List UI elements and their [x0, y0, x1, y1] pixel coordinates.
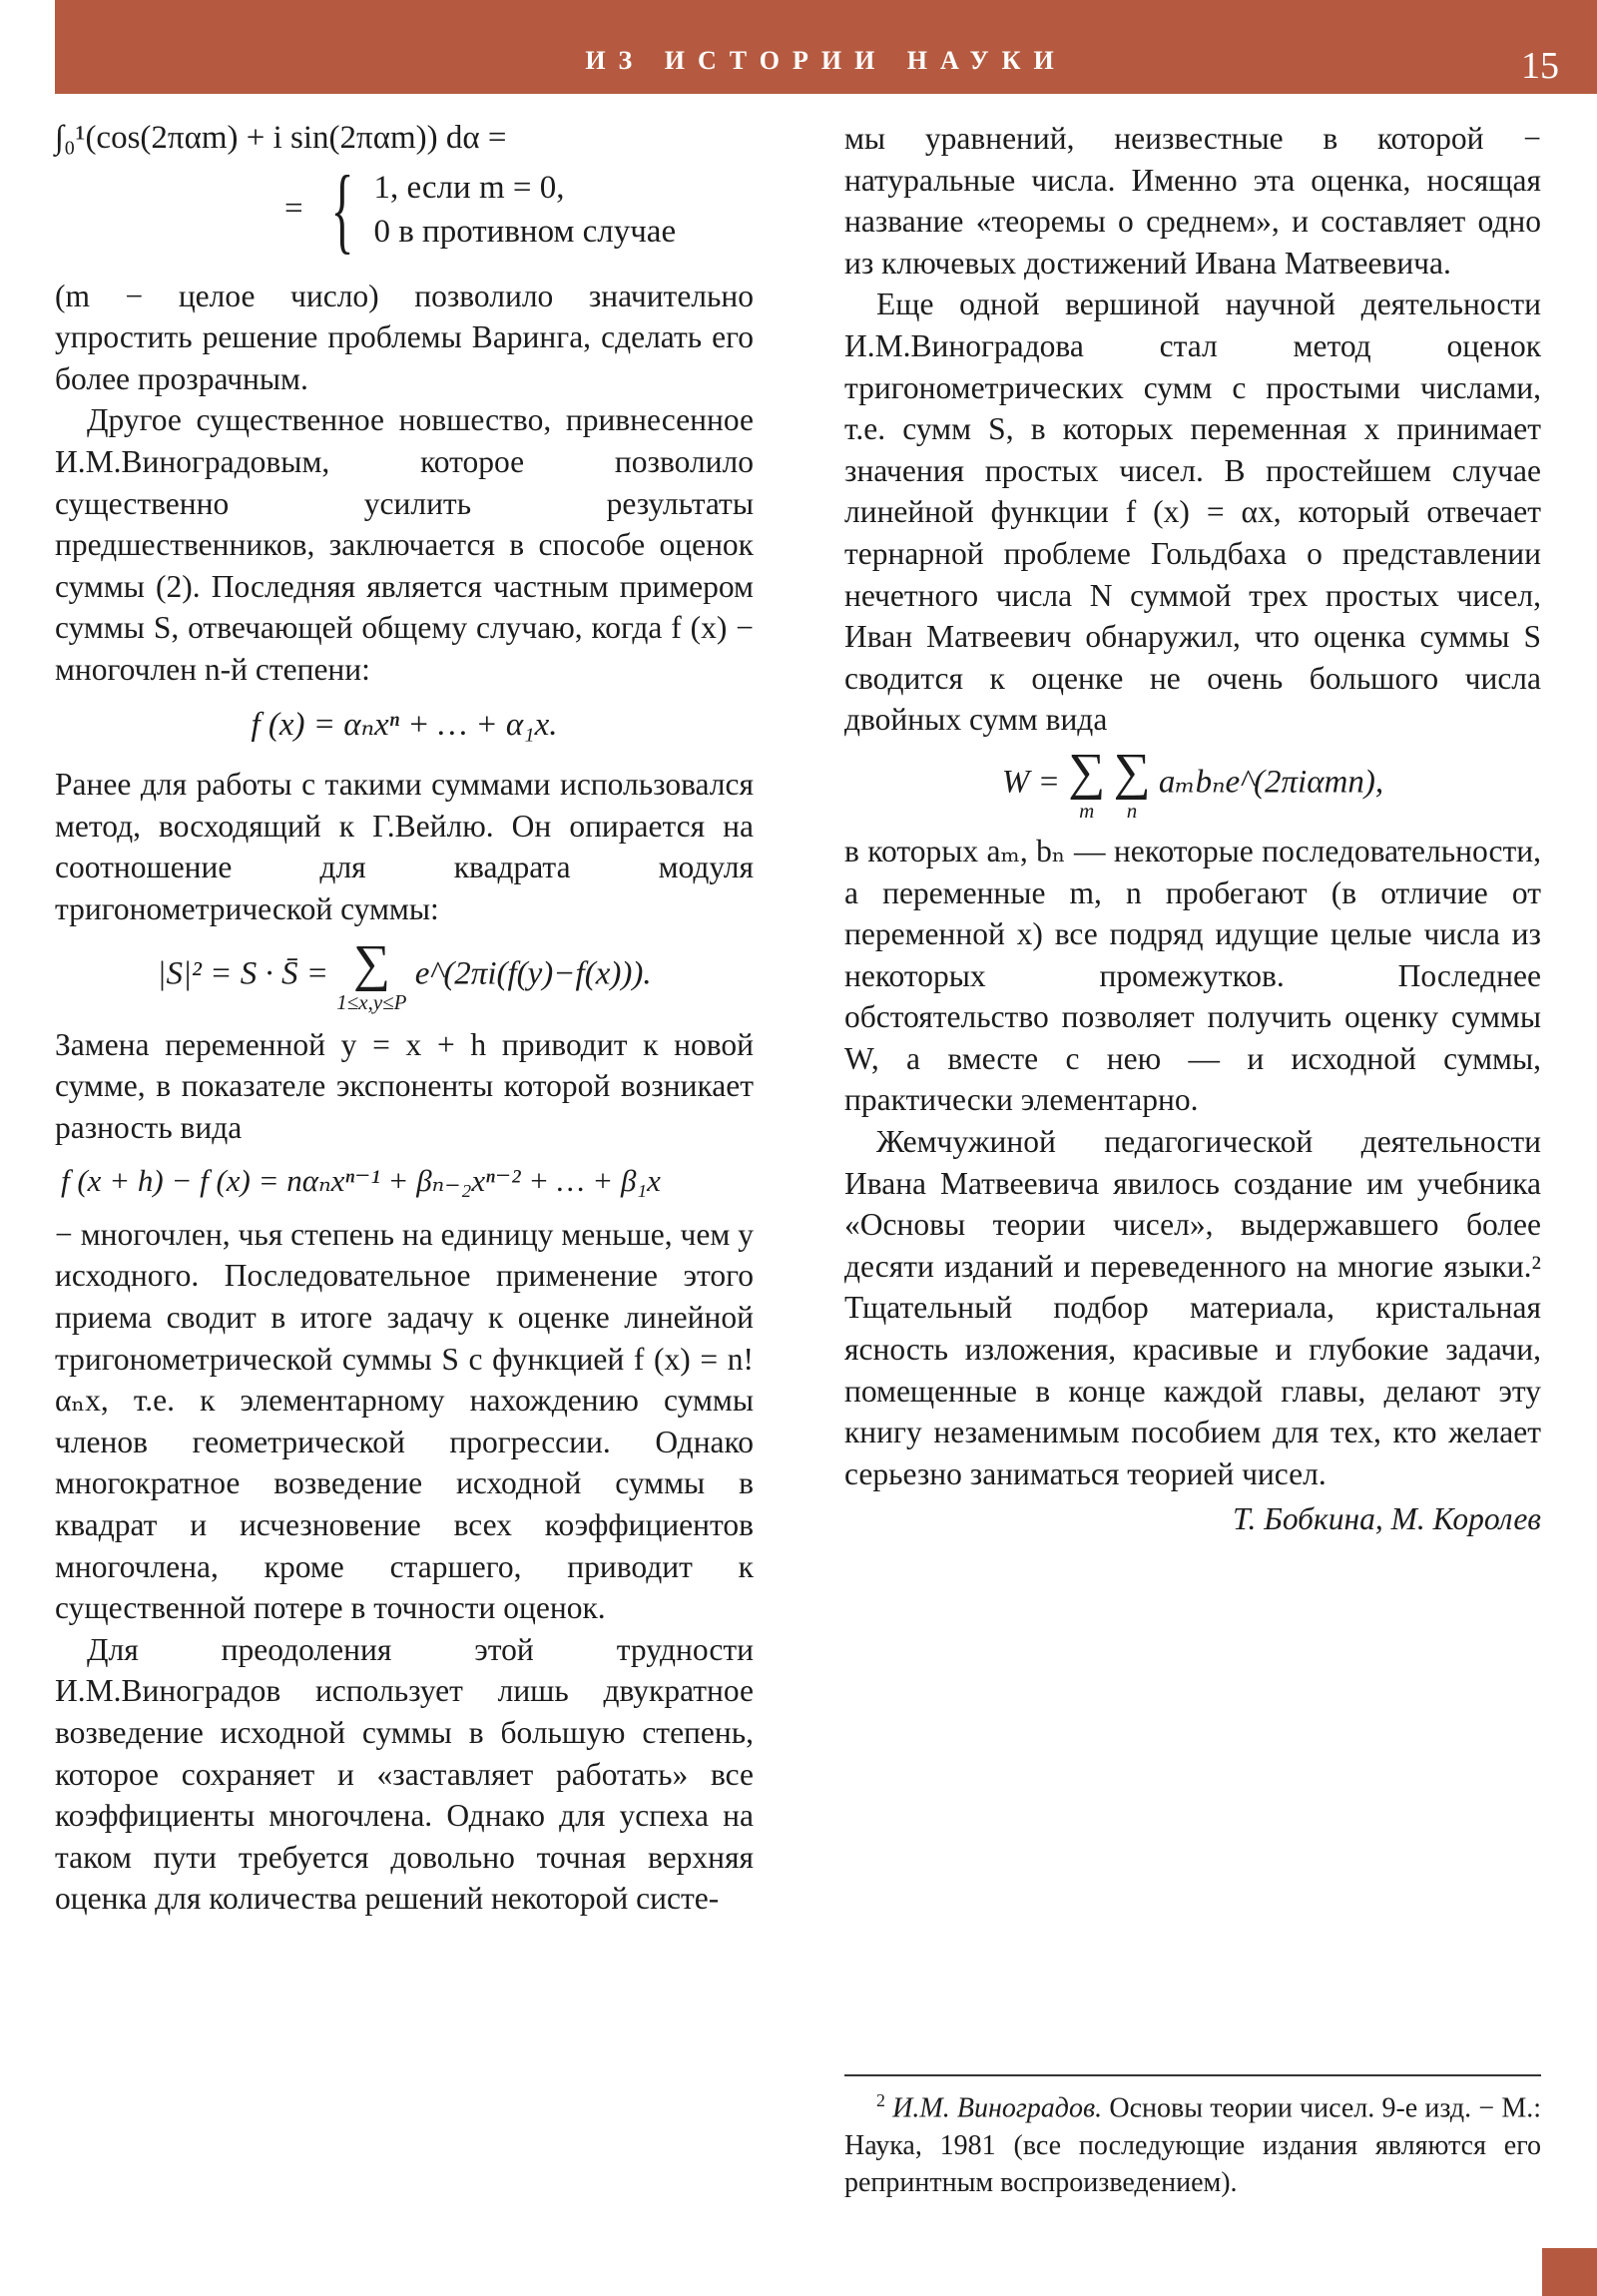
- footnote-author: И.М. Виноградов.: [892, 2092, 1103, 2124]
- case-2: 0 в противном случае: [373, 213, 677, 250]
- paragraph: Жемчужиной педагогической деятельности Ивана Матвеевича явилось создание им учебника «Основы теории чисел», выдержавшего более десяти изданий и переведенного на многие языки.² Тщательный подбор материала, кристальная ясность изложения, красивые и глубокие задачи, помещенные в конце каждой главы, делают эту книгу незаменимым пособием для тех, кто желает серьезно заниматься теорией чисел.: [844, 1124, 1541, 1491]
- paragraph: − многочлен, чья степень на единицу меньше, чем у исходного. Последовательное применение этого приема сводит в итоге задачу к оценке линейной тригонометрической суммы S с функцией f (x) = n!αₙx, т.е. к элементарному нахождению суммы членов геометрической прогрессии. Однако многократное возведение исходной суммы в квадрат и исчезновение всех коэффициентов многочлена, кроме старшего, приводит к существенной потере в точности оценок.: [55, 1216, 754, 1626]
- footnote-text: Основы теории чисел. 9-е изд. − М.: Наука, 1981 (все последующие издания являются его репринтным воспроизведением).: [844, 2092, 1542, 2199]
- paragraph: Другое существенное новшество, привнесенное И.М.Виноградовым, которое позволило существенно усилить результаты предшественников, заключается в способе оценок суммы (2). Последняя является частным примером суммы S, отвечающей общему случаю, когда f (x) − многочлен n-й степени:: [55, 402, 754, 687]
- sum-subscript: 1≤x,y≤P: [336, 989, 407, 1014]
- paragraph: мы уравнений, неизвестные в которой − натуральные числа. Именно эта оценка, носящая название «теоремы о среднем», и составляет одно из ключевых достижений Ивана Матвеевича.: [844, 121, 1541, 281]
- sum-symbol-m: ∑ m: [1068, 743, 1106, 823]
- case-1: 1, если m = 0,: [373, 169, 565, 206]
- section-header: [55, 0, 1597, 94]
- corner-decoration: [1542, 2248, 1597, 2296]
- polynomial-formula: f (x) = αₙxⁿ + … + α₁x.: [251, 706, 558, 743]
- weyl-lhs: |S|² = S · S̄ =: [157, 955, 328, 992]
- section-title: ИЗ ИСТОРИИ НАУКИ: [585, 46, 1067, 75]
- sum-symbol: ∑ 1≤x,y≤P: [336, 934, 407, 1014]
- weyl-rhs: e^(2πi(f(y)−f(x))).: [414, 955, 652, 992]
- author-signature: Т. Бобкина, М. Королев: [1232, 1501, 1541, 1537]
- footnote: [844, 2082, 1541, 2202]
- paragraph: Ранее для работы с такими суммами использовался метод, восходящий к Г.Вейлю. Он опирается на соотношение для квадрата модуля тригонометрической суммы:: [55, 767, 754, 926]
- right-column: [844, 118, 1541, 1540]
- footnote-divider: [844, 2074, 1541, 2076]
- w-formula: [844, 743, 1541, 823]
- sum-symbol-n: ∑ n: [1113, 743, 1151, 823]
- page-number: 15: [1521, 45, 1559, 87]
- integral-lhs: ∫₀¹(cos(2παm) + i sin(2παm)) dα =: [55, 120, 507, 156]
- paragraph: Замена переменной y = x + h приводит к новой сумме, в показателе экспоненты которой возникает разность вида: [55, 1026, 754, 1145]
- paragraph: в которых aₘ, bₙ — некоторые последовательности, а переменные m, n пробегают (в отличие от переменной x) все подряд идущие целые числа из некоторых промежутков. Последнее обстоятельство позволяет получить оценку суммы W, а вместе с нею — и исходной суммы, практически элементарно.: [844, 833, 1541, 1118]
- difference-formula: f (x + h) − f (x) = nαₙxⁿ⁻¹ + βₙ₋₂xⁿ⁻² + … + β₁x: [61, 1163, 661, 1199]
- paragraph: (m − целое число) позволило значительно упростить решение проблемы Варинга, сделать его более прозрачным.: [55, 278, 754, 396]
- weyl-formula: [55, 934, 754, 1014]
- w-lhs: W =: [1001, 764, 1060, 801]
- paragraph: Для преодоления этой трудности И.М.Виноградов использует лишь двукратное возведение исходной суммы в большую степень, которое сохраняет и «заставляет работать» все коэффициенты многочлена. Однако для успеха на таком пути требуется довольно точная верхняя оценка для количества решений некоторой систе-: [55, 1631, 754, 1917]
- cases-block: { 1, если m = 0, 0 в противном случае: [330, 155, 677, 263]
- footnote-marker: 2: [876, 2090, 885, 2110]
- paragraph: Еще одной вершиной научной деятельности И.М.Виноградова стал метод оценок тригонометрических сумм с простыми числами, т.е. сумм S, в которых переменная x принимает значения простых чисел. В простейшем случае линейной функции f (x) = αx, который отвечает тернарной проблеме Гольдбаха о представлении нечетного числа N суммой трех простых чисел, Иван Матвеевич обнаружил, что оценка суммы S сводится к оценке не очень большого числа двойных сумм вида: [844, 287, 1541, 738]
- left-column: [55, 118, 754, 1920]
- integral-formula: ∫₀¹(cos(2παm) + i sin(2παm)) dα = = { 1, если m = 0, 0 в противном случае: [55, 120, 677, 263]
- w-rhs: aₘbₙe^(2πiαmn),: [1158, 764, 1384, 801]
